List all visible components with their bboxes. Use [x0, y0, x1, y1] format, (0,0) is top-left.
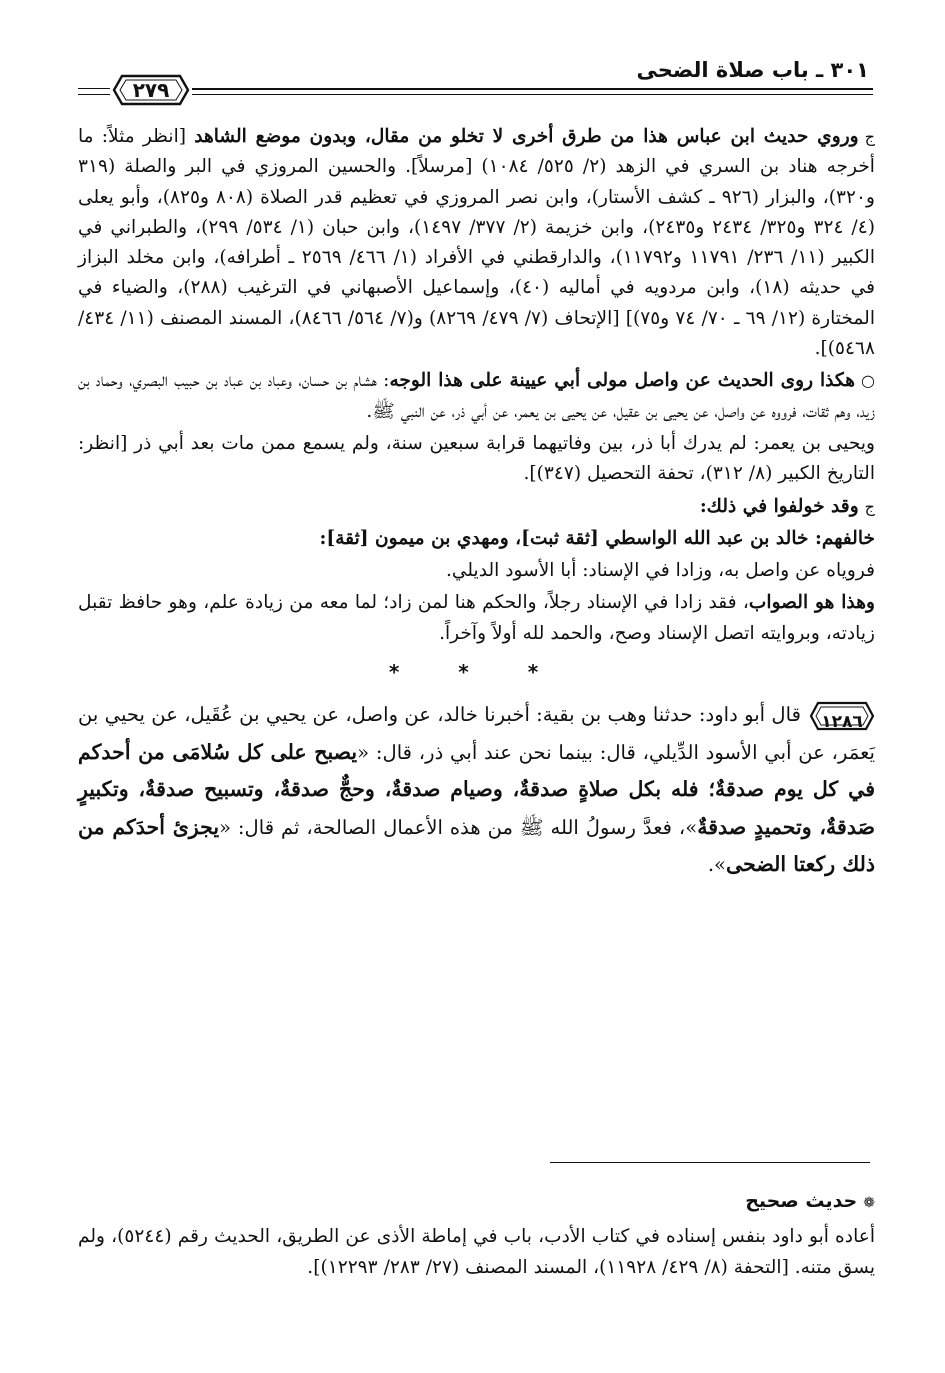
hadith-matn-end: يجزئ أحدَكم من ذلك ركعتا الضحى	[78, 814, 875, 877]
header-rule-left-lower	[78, 94, 110, 95]
hadith-matn: يصبح على كل سُلامَى من أحدكم في كل يوم صدقةٌ؛ فله بكل صلاةٍ صدقةٌ، وصيام صدقةٌ، وحجٌّ صدقةٌ، وتسبيح صدقةٌ، وتكبيرٍ صَدقةٌ، وتحميدٍ صدقةٌ	[78, 739, 875, 839]
paragraph-text: ويحيى بن يعمر: لم يدرك أبا ذر، بين وفاتيهما قرابة سبعين سنة، ولم يسمع ممن مات بعد أبي ذر [انظر: التاريخ الكبير (٨/ ٣١٢)، تحفة التحصيل (٣٤٧)].	[78, 432, 875, 485]
chapter-title: ٣٠١ ـ باب صلاة الضحى	[636, 58, 869, 82]
paragraph-narrators-wasil	[78, 366, 875, 427]
hadith-isnad: قال أبو داود: حدثنا وهب بن بقية: أخبرنا خالد، عن واصل، عن يحيي بن عُقَيل، عن يحيي بن يَعمَر، عن أبي الأسود الدِّيلي، قال: بينما نحن عند أبي ذر، قال: «	[78, 703, 875, 764]
paragraph-text: [انظر مثلاً: ما أخرجه هناد بن السري في الزهد (٢/ ٥٢٥/ ١٠٨٤) [مرسلاً]. والحسين المروزي في البر والصلة (٣١٩ و٣٢٠)، والبزار (٩٢٦ ـ كشف الأستار)، وابن نصر المروزي في تعظيم قدر الصلاة (٨٠٨ و٨٢٥)، وأبو يعلى (٤/ ٣٢٤ و٣٢٥/ ٢٤٣٤ و٢٤٣٥)، وابن خزيمة (٢/ ٣٧٧/ ١٤٩٧)، وابن حبان (١/ ٥٣٤/ ٢٩٩)، والطبراني في الكبير (١١/ ٢٣٦/ ١١٧٩١ و١١٧٩٢)، والدارقطني في الأفراد (١/ ٤٦٦/ ٢٥٦٩ ـ أطرافه)، وابن مخلد البزاز في حديثه (١٨)، وابن مردويه في أماليه (٤٠)، وإسماعيل الأصبهاني في الترغيب (٢٨٨)، والضياء في المختارة (١٢/ ٦٩ ـ ٧٠/ ٧٤ و٧٥)] [الإتحاف (٧/ ٤٧٩/ ٨٢٦٩) و(٧/ ٥٦٤/ ٨٤٦٦)، المسند المصنف (١١/ ٤٣٤/ ٥٤٦٨)].	[78, 126, 875, 360]
hadith-connector: »، فعدَّ رسولُ الله ﷺ من هذه الأعمال الصالحة، ثم قال: «	[219, 815, 698, 839]
paragraph-bold-lead: خالفهم: خالد بن عبد الله الواسطي [ثقة ثبت]، ومهدي بن ميمون [ثقة]:	[319, 527, 875, 549]
paragraph-contradicted	[78, 492, 875, 522]
paragraph-khalid-mahdi	[78, 524, 875, 554]
hadith-closing: ».	[707, 853, 727, 877]
footnote-text: أعاده أبو داود بنفس إسناده في كتاب الأدب، باب في إماطة الأذى عن الطريق، الحديث رقم (٥٢٤٤)، ولم يسق متنه. [التحفة (٨/ ٤٢٩/ ١١٩٢٨)، المسند المصنف (٢٧/ ٢٨٣/ ١٢٢٩٣)].	[78, 1226, 875, 1278]
footnote-divider	[550, 1162, 870, 1163]
paragraph-text: فروياه عن واصل به، وزادا في الإسناد: أبا الأسود الديلي.	[445, 560, 875, 582]
section-separator: * * *	[388, 660, 565, 685]
header-rule-thin	[192, 94, 873, 95]
paragraph-bold-lead: هكذا روى الحديث عن واصل مولى أبي عيينة على هذا الوجه	[389, 370, 856, 392]
paragraph-conclusion	[78, 588, 875, 649]
paragraph-bold-lead: وقد خولفوا في ذلك:	[699, 495, 859, 517]
paragraph-text: : هشام بن حسان، وعباد بن عباد بن حبيب البصري، وحماد بن زيد، وهم ثقات، فرووه عن واصل، عن يحيى بن عقيل، عن يحيى بن يعمر، عن أبي ذر، عن النبي ﷺ.	[78, 370, 875, 422]
header-rule	[192, 88, 873, 90]
page-header	[78, 52, 873, 102]
paragraph-bold-lead: وروي حديث ابن عباس هذا من طرق أخرى لا تخلو من مقال، وبدون موضع الشاهد	[194, 126, 859, 147]
grade-label: حديث صحيح	[745, 1190, 858, 1212]
hadith-block	[78, 697, 875, 884]
paragraph-marker-icon: ○	[861, 371, 875, 391]
paragraph-yahya-bin-yamar	[78, 429, 875, 490]
paragraph-ibn-abbas-routes	[78, 122, 875, 364]
hadith-grade	[78, 1186, 875, 1219]
paragraph-marker-icon: ج	[864, 496, 875, 516]
paragraph-text: ، فقد زادا في الإسناد رجلاً، والحكم هنا لمن زاد؛ لما معه من زيادة علم، وهو حافظ تقبل زيادته، وبروايته اتصل الإسناد وصح، والحمد لله أولاً وآخراً.	[78, 592, 875, 644]
grade-bullet-icon: ❁	[863, 1195, 875, 1211]
page-number: ٢٧٩	[132, 78, 170, 102]
page-number-badge	[112, 74, 190, 106]
paragraph-bold-lead: وهذا هو الصواب	[748, 592, 875, 614]
hadith-number-badge	[809, 701, 875, 731]
paragraph-marker-icon: ج	[864, 127, 875, 146]
main-text	[78, 122, 875, 886]
header-rule-left	[78, 88, 110, 89]
hadith-number: ١٢٨٦	[821, 711, 863, 732]
paragraph-added-narrator	[78, 556, 875, 586]
footnote	[78, 1186, 875, 1285]
